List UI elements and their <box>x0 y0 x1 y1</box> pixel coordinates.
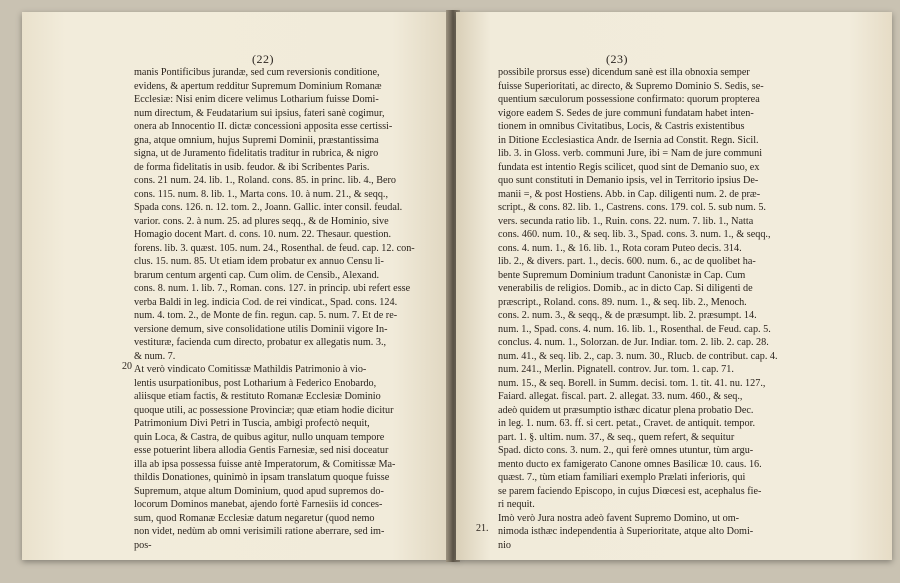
text-line: cons. 21 num. 24. lib. 1., Roland. cons. 85. in princ. lib. 4., Bero <box>134 175 397 186</box>
text-line: esse potuerint libera allodia Gentis Farnesiæ, sed nisi doceatur <box>134 445 389 456</box>
text-line: Supremum, atque altum Dominium, quod apud supremos do- <box>134 485 384 497</box>
text-line: cons. 8. num. 1. lib. 7., Roman. cons. 127. in princip. ubi refert esse <box>134 283 411 294</box>
text-line: vers. secunda ratio lib. 1., Ruin. cons. 22. num. 7. lib. 1., Natta <box>498 215 754 227</box>
text-line: quentium sæculorum possessione confirmato: quorum propterea <box>498 94 760 105</box>
left-page-text <box>134 66 444 552</box>
left-margin-number: 20 <box>122 361 132 372</box>
text-line: num. 241., Merlin. Pignatell. controv. Jur. tom. 1. cap. 71. <box>498 364 734 375</box>
text-line: gna, atque omnium, hujus Supremi Dominii, præstantissima <box>134 134 379 146</box>
text-line: Ecclesiæ: Nisi enim dicere velimus Lotharium fuisse Domi- <box>134 94 379 105</box>
text-line: manis Pontificibus jurandæ, sed cum reversionis conditione, <box>134 67 380 78</box>
text-line: quoque utili, ac possessione Provinciæ; quæ etiam hodie dicitur <box>134 404 394 416</box>
text-line: thildis Donationes, quinimò in ipsam translatum quoque fuisse <box>134 472 390 483</box>
text-line: quo sunt constituti in Demanio ipsis, vel in Territorio ipsius De- <box>498 175 759 186</box>
text-line: fundata est intentio Regis scilicet, quod sint de Demanio suo, ex <box>498 161 760 173</box>
text-line: brarum centum argenti cap. Cum olim. de Censib., Alexand. <box>134 269 380 281</box>
text-line: & num. 7. <box>134 350 176 362</box>
text-line: script., & cons. 82. lib. 1., Castrens. cons. 179. col. 5. sub num. 5. <box>498 202 766 213</box>
text-line: tionem in omnibus Civitatibus, Locis, & Castris existentibus <box>498 121 745 132</box>
text-line: in leg. 1. num. 63. ff. si cert. petat., Cravet. de antiquit. tempor. <box>498 418 755 429</box>
text-line: num. 41., & seq. lib. 2., cap. 3. num. 30., Rlucb. de contribut. cap. 4. <box>498 350 778 362</box>
text-line: evidens, & apertum redditur Supremum Dominium Romanæ <box>134 80 382 92</box>
text-line: præscript., Roland. cons. 89. num. 1., & seq. lib. 2., Menoch. <box>498 296 747 308</box>
text-line: ri nequit. <box>498 499 535 510</box>
text-line: bente Supremum Dominium tradunt Canonistæ in Cap. Cum <box>498 269 746 281</box>
text-line: quin Loca, & Castra, de quibus agitur, nullo unquam tempore <box>134 431 385 443</box>
right-margin-number: 21. <box>476 523 489 534</box>
text-line: vestituræ, facienda cum directo, probatur ex allegatis num. 3., <box>134 337 387 348</box>
text-line: lentis usurpationibus, post Lotharium à Federico Enobardo, <box>134 377 377 389</box>
text-line: cons. 4. num. 1., & 16. lib. 1., Rota coram Puteo decis. 314. <box>498 242 742 254</box>
text-line: aliisque etiam factis, & restituto Romanæ Ecclesiæ Dominio <box>134 391 381 402</box>
text-line: venerabilis de religios. Domib., ac in dicto Cap. Si diligenti de <box>498 283 753 294</box>
left-page-number: (22) <box>252 52 274 66</box>
text-line: verba Baldi in leg. indicia Cod. de rei vindicat., Spad. cons. 124. <box>134 296 398 308</box>
text-line: cons. 460. num. 10., & seq. lib. 3., Spad. cons. 3. num. 1., & seqq., <box>498 229 771 240</box>
text-line: lib. 2., & divers. part. 1., decis. 600. num. 6., ac de quolibet ha- <box>498 256 756 267</box>
text-line: part. 1. §. ultim. num. 37., & seq., quem refert, & sequitur <box>498 431 735 443</box>
text-line: onera ab Innocentio II. dictæ concessioni apposita esse certissi- <box>134 121 393 132</box>
text-line: conclus. 4. num. 1., Solorzan. de Jur. Indiar. tom. 2. lib. 2. cap. 28. <box>498 337 769 348</box>
right-page-number: (23) <box>606 52 628 66</box>
right-page <box>456 12 892 560</box>
text-line: non videt, nedùm ab omni verisimili ratione aberrare, sed im- <box>134 526 385 537</box>
text-line: sum, quod Romanæ Ecclesiæ datum negaretur (quod nemo <box>134 512 375 524</box>
text-line: illa ab ipsa possessa fuisse antè Imperatorum, & Comitissæ Ma- <box>134 458 396 470</box>
text-line: Spad. dicto cons. 3. num. 2., qui ferè omnes utuntur, tùm argu- <box>498 445 754 456</box>
text-line: Spada cons. 126. n. 12. tom. 2., Joann. Gallic. inter consil. feudal. <box>134 202 403 213</box>
text-line: de forma fidelitatis in usib. feudor. & ibi Scribentes Paris. <box>134 161 370 173</box>
text-line: adeò quidem ut præsumptio isthæc dicatur plena probatio Dec. <box>498 404 754 416</box>
text-line: num. 1., Spad. cons. 4. num. 16. lib. 1., Rosenthal. de Feud. cap. 5. <box>498 323 771 335</box>
text-line: pos- <box>134 539 152 551</box>
text-line: Imò verò Jura nostra adeò favent Supremo Domino, ut om- <box>498 512 740 524</box>
text-line: nimoda isthæc independentia à Superioritate, atque alto Domi- <box>498 526 754 537</box>
text-line: nio <box>498 539 512 551</box>
text-line: cons. 2. num. 3., & seqq., & de præsumpt. lib. 2. præsumpt. 14. <box>498 310 757 321</box>
text-line: se parem faciendo Episcopo, in cujus Diœcesi est, acephalus fie- <box>498 485 762 497</box>
text-line: At verò vindicato Comitissæ Mathildis Patrimonio à vio- <box>134 364 367 375</box>
text-line: manii =, & post Hostiens. Abb. in Cap. diligenti num. 2. de præ- <box>498 188 761 200</box>
text-line: signa, ut de Juramento fidelitatis traditur in rubrica, & nigro <box>134 148 379 159</box>
text-line: quæst. 7., tùm etiam familiari exemplo Prælati inferioris, qui <box>498 472 746 483</box>
text-line: possibile prorsus esse) dicendum sanè est illa obnoxia semper <box>498 67 750 78</box>
text-line: num. 15., & seq. Borell. in Summ. decisi. tom. 1. tit. 41. nu. 127., <box>498 377 766 389</box>
text-line: forens. lib. 3. quæst. 105. num. 24., Rosenthal. de feud. cap. 12. con- <box>134 242 415 254</box>
left-page <box>22 12 458 560</box>
text-line: versione demum, sive consolidatione utilis Dominii vigore In- <box>134 323 388 335</box>
text-line: Patrimonium Divi Petri in Tuscia, ambigi profectò nequit, <box>134 418 370 429</box>
text-line: varior. cons. 2. à num. 25. ad plures seqq., & de Hominio, sive <box>134 215 389 227</box>
text-line: Homagio docent Mart. d. cons. 10. num. 22. Thesaur. question. <box>134 229 392 240</box>
text-line: locorum Dominos manebat, ajendo fortè Farnesiis id conces- <box>134 499 383 510</box>
text-line: num. 4. tom. 2., de Monte de fin. regun. cap. 5. num. 7. Et de re- <box>134 310 398 321</box>
text-line: clus. 15. num. 85. Ut etiam idem probatur ex annuo Censu li- <box>134 256 384 267</box>
text-line: Faiard. allegat. fiscal. part. 2. allegat. 33. num. 460., & seq., <box>498 391 743 402</box>
text-line: lib. 3. in Gloss. verb. communi Jure, ibi = Nam de jure communi <box>498 148 763 159</box>
text-line: mento ducto ex famigerato Canone omnes Basilicæ 10. caus. 16. <box>498 458 762 470</box>
right-page-text <box>498 66 814 552</box>
text-line: fuisse Superioritati, ac directo, & Supremo Dominio S. Sedis, se- <box>498 80 764 92</box>
text-line: cons. 115. num. 8. lib. 1., Marta cons. 10. à num. 21., & seqq., <box>134 188 389 200</box>
text-line: in Ditione Ecclesiastica Andr. de Isernia ad Constit. Regn. Sicil. <box>498 134 759 146</box>
text-line: vigore eadem S. Sedes de jure communi fundatam habet inten- <box>498 107 754 119</box>
text-line: num directum, & Feudatarium sui ipsius, fateri sanè cogimur, <box>134 107 385 119</box>
